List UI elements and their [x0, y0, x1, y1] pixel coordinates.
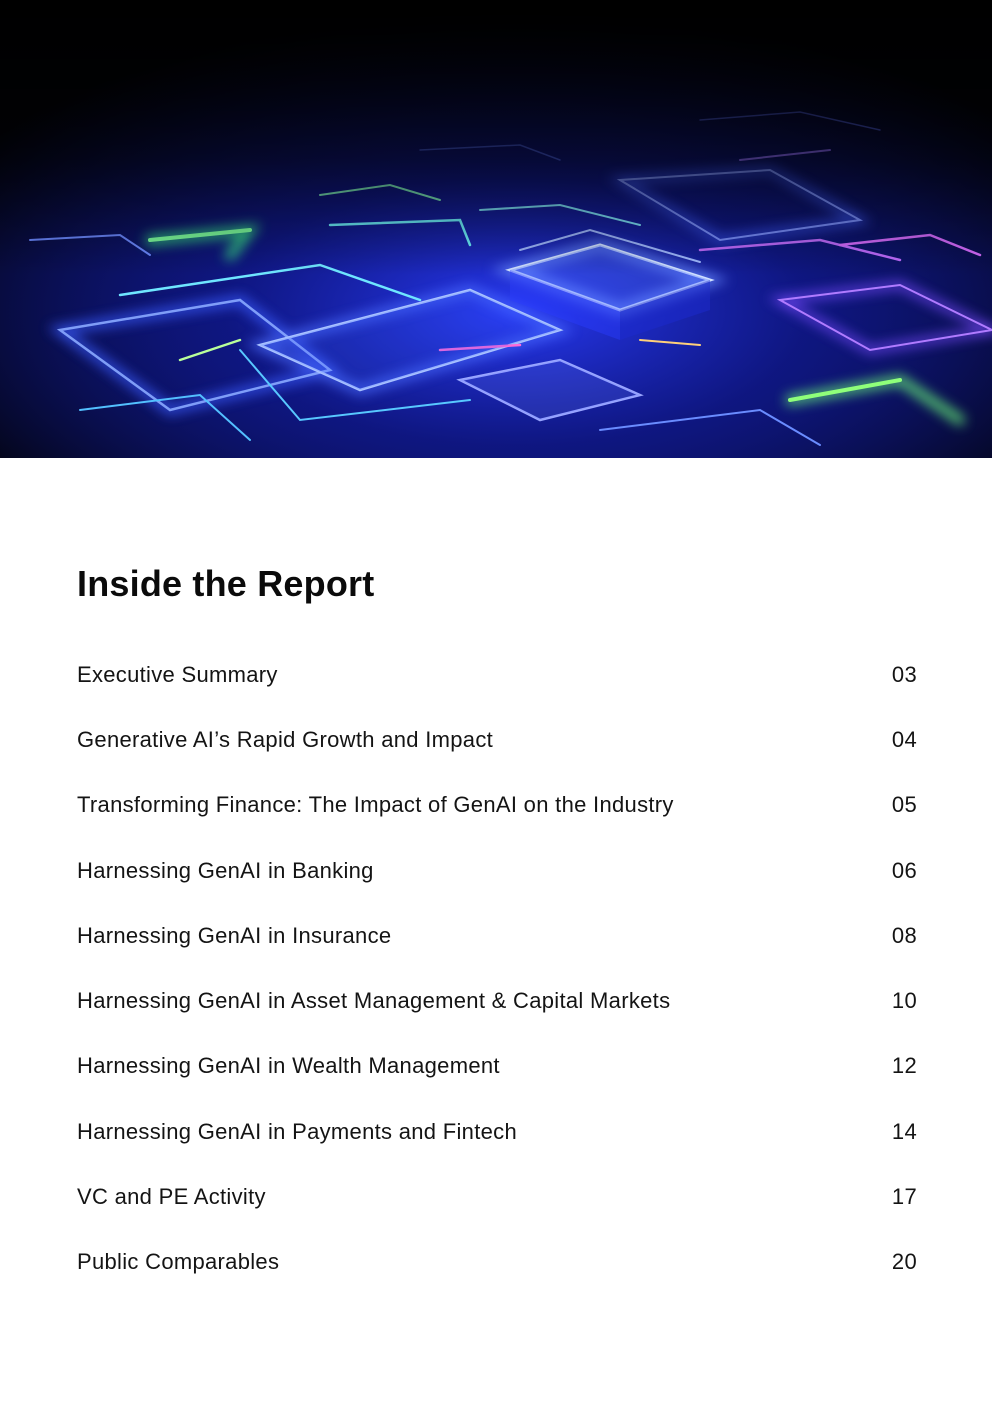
toc-entry-page: 05: [891, 792, 917, 818]
toc-entry-title: Harnessing GenAI in Asset Management & Capital Markets: [77, 988, 671, 1014]
toc-entry[interactable]: [77, 968, 917, 1033]
toc-entry-title: Harnessing GenAI in Banking: [77, 857, 374, 883]
toc-entry-title: Harnessing GenAI in Wealth Management: [77, 1053, 500, 1079]
toc-header: [77, 560, 917, 608]
toc-entry-page: 14: [891, 1118, 917, 1144]
toc-entry-title: Transforming Finance: The Impact of GenAI on the Industry: [77, 792, 674, 818]
hero-image: [0, 0, 992, 458]
toc-entry-page: 12: [891, 1053, 917, 1079]
toc-entry-page: 10: [891, 988, 917, 1014]
toc-entry-title: Harnessing GenAI in Insurance: [77, 922, 392, 948]
toc-entry-title: Harnessing GenAI in Payments and Fintech: [77, 1118, 518, 1144]
toc-entry-title: VC and PE Activity: [77, 1184, 266, 1210]
toc-entry-title: Executive Summary: [77, 661, 278, 687]
toc-entry-page: 17: [891, 1184, 917, 1210]
circuit-grid-illustration: [0, 0, 992, 458]
toc-entry[interactable]: [77, 642, 917, 707]
toc-entry-page: 04: [891, 726, 917, 752]
toc-entry-page: 03: [891, 661, 917, 687]
toc-entry-title: Generative AI’s Rapid Growth and Impact: [77, 726, 494, 752]
hero-top-shadow: [0, 0, 992, 458]
toc-entry[interactable]: [77, 773, 917, 838]
toc-entry[interactable]: [77, 903, 917, 968]
toc-entry-page: 08: [891, 922, 917, 948]
toc-entry[interactable]: [77, 1099, 917, 1164]
toc-entry[interactable]: [77, 707, 917, 772]
toc-entry-page: 20: [891, 1249, 917, 1275]
toc-entry-page: 06: [891, 857, 917, 883]
table-of-contents: [77, 642, 917, 1295]
toc-entry[interactable]: [77, 1230, 917, 1295]
toc-entry[interactable]: [77, 1164, 917, 1229]
toc-entry-title: Public Comparables: [77, 1249, 280, 1275]
toc-entry[interactable]: [77, 838, 917, 903]
toc-entry[interactable]: [77, 1034, 917, 1099]
page-title: Inside the Report: [77, 563, 375, 604]
